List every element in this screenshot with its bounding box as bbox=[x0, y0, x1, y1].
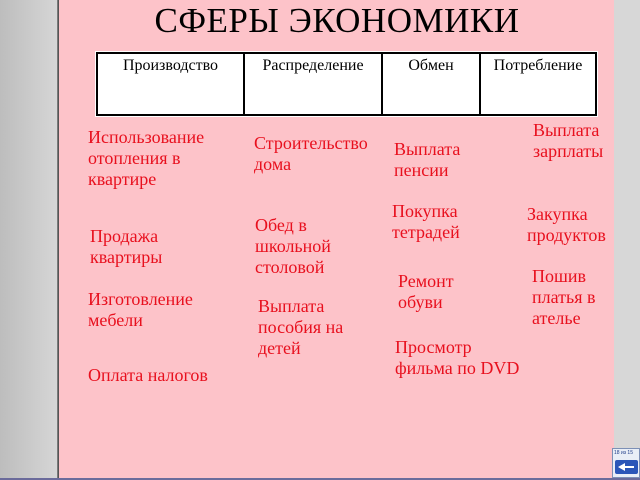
card-school-lunch: Обед в школьной столовой bbox=[255, 215, 331, 277]
card-dvd-viewing: Просмотр фильма по DVD bbox=[395, 337, 520, 378]
card-dress-tailoring: Пошив платья в ателье bbox=[532, 266, 596, 328]
card-notebook-purchase: Покупка тетрадей bbox=[392, 201, 460, 242]
card-salary-payment: Выплата зарплаты bbox=[533, 120, 604, 161]
column-distribution: Распределение bbox=[245, 54, 383, 114]
card-child-benefit: Выплата пособия на детей bbox=[258, 296, 344, 358]
card-pension-payment: Выплата пенсии bbox=[394, 139, 461, 180]
card-tax-payment: Оплата налогов bbox=[88, 365, 208, 385]
card-furniture-making: Изготовление мебели bbox=[88, 289, 193, 330]
arrow-left-icon[interactable] bbox=[615, 460, 638, 474]
column-exchange: Обмен bbox=[383, 54, 481, 114]
economy-spheres-table bbox=[96, 52, 597, 116]
card-apartment-sale: Продажа квартиры bbox=[90, 226, 163, 267]
right-margin bbox=[614, 0, 640, 480]
card-house-building: Строительство дома bbox=[254, 133, 368, 174]
left-margin bbox=[0, 0, 58, 480]
card-food-purchase: Закупка продуктов bbox=[527, 204, 606, 245]
slide-navigation bbox=[612, 448, 640, 478]
card-heating-usage: Использование отопления в квартире bbox=[88, 127, 205, 189]
slide-counter: 18 из 15 bbox=[614, 450, 633, 456]
slide-canvas bbox=[58, 0, 615, 478]
card-shoe-repair: Ремонт обуви bbox=[398, 271, 454, 312]
slide-title: СФЕРЫ ЭКОНОМИКИ bbox=[154, 1, 520, 40]
column-consumption: Потребление bbox=[493, 57, 583, 74]
column-production: Производство bbox=[98, 54, 245, 114]
